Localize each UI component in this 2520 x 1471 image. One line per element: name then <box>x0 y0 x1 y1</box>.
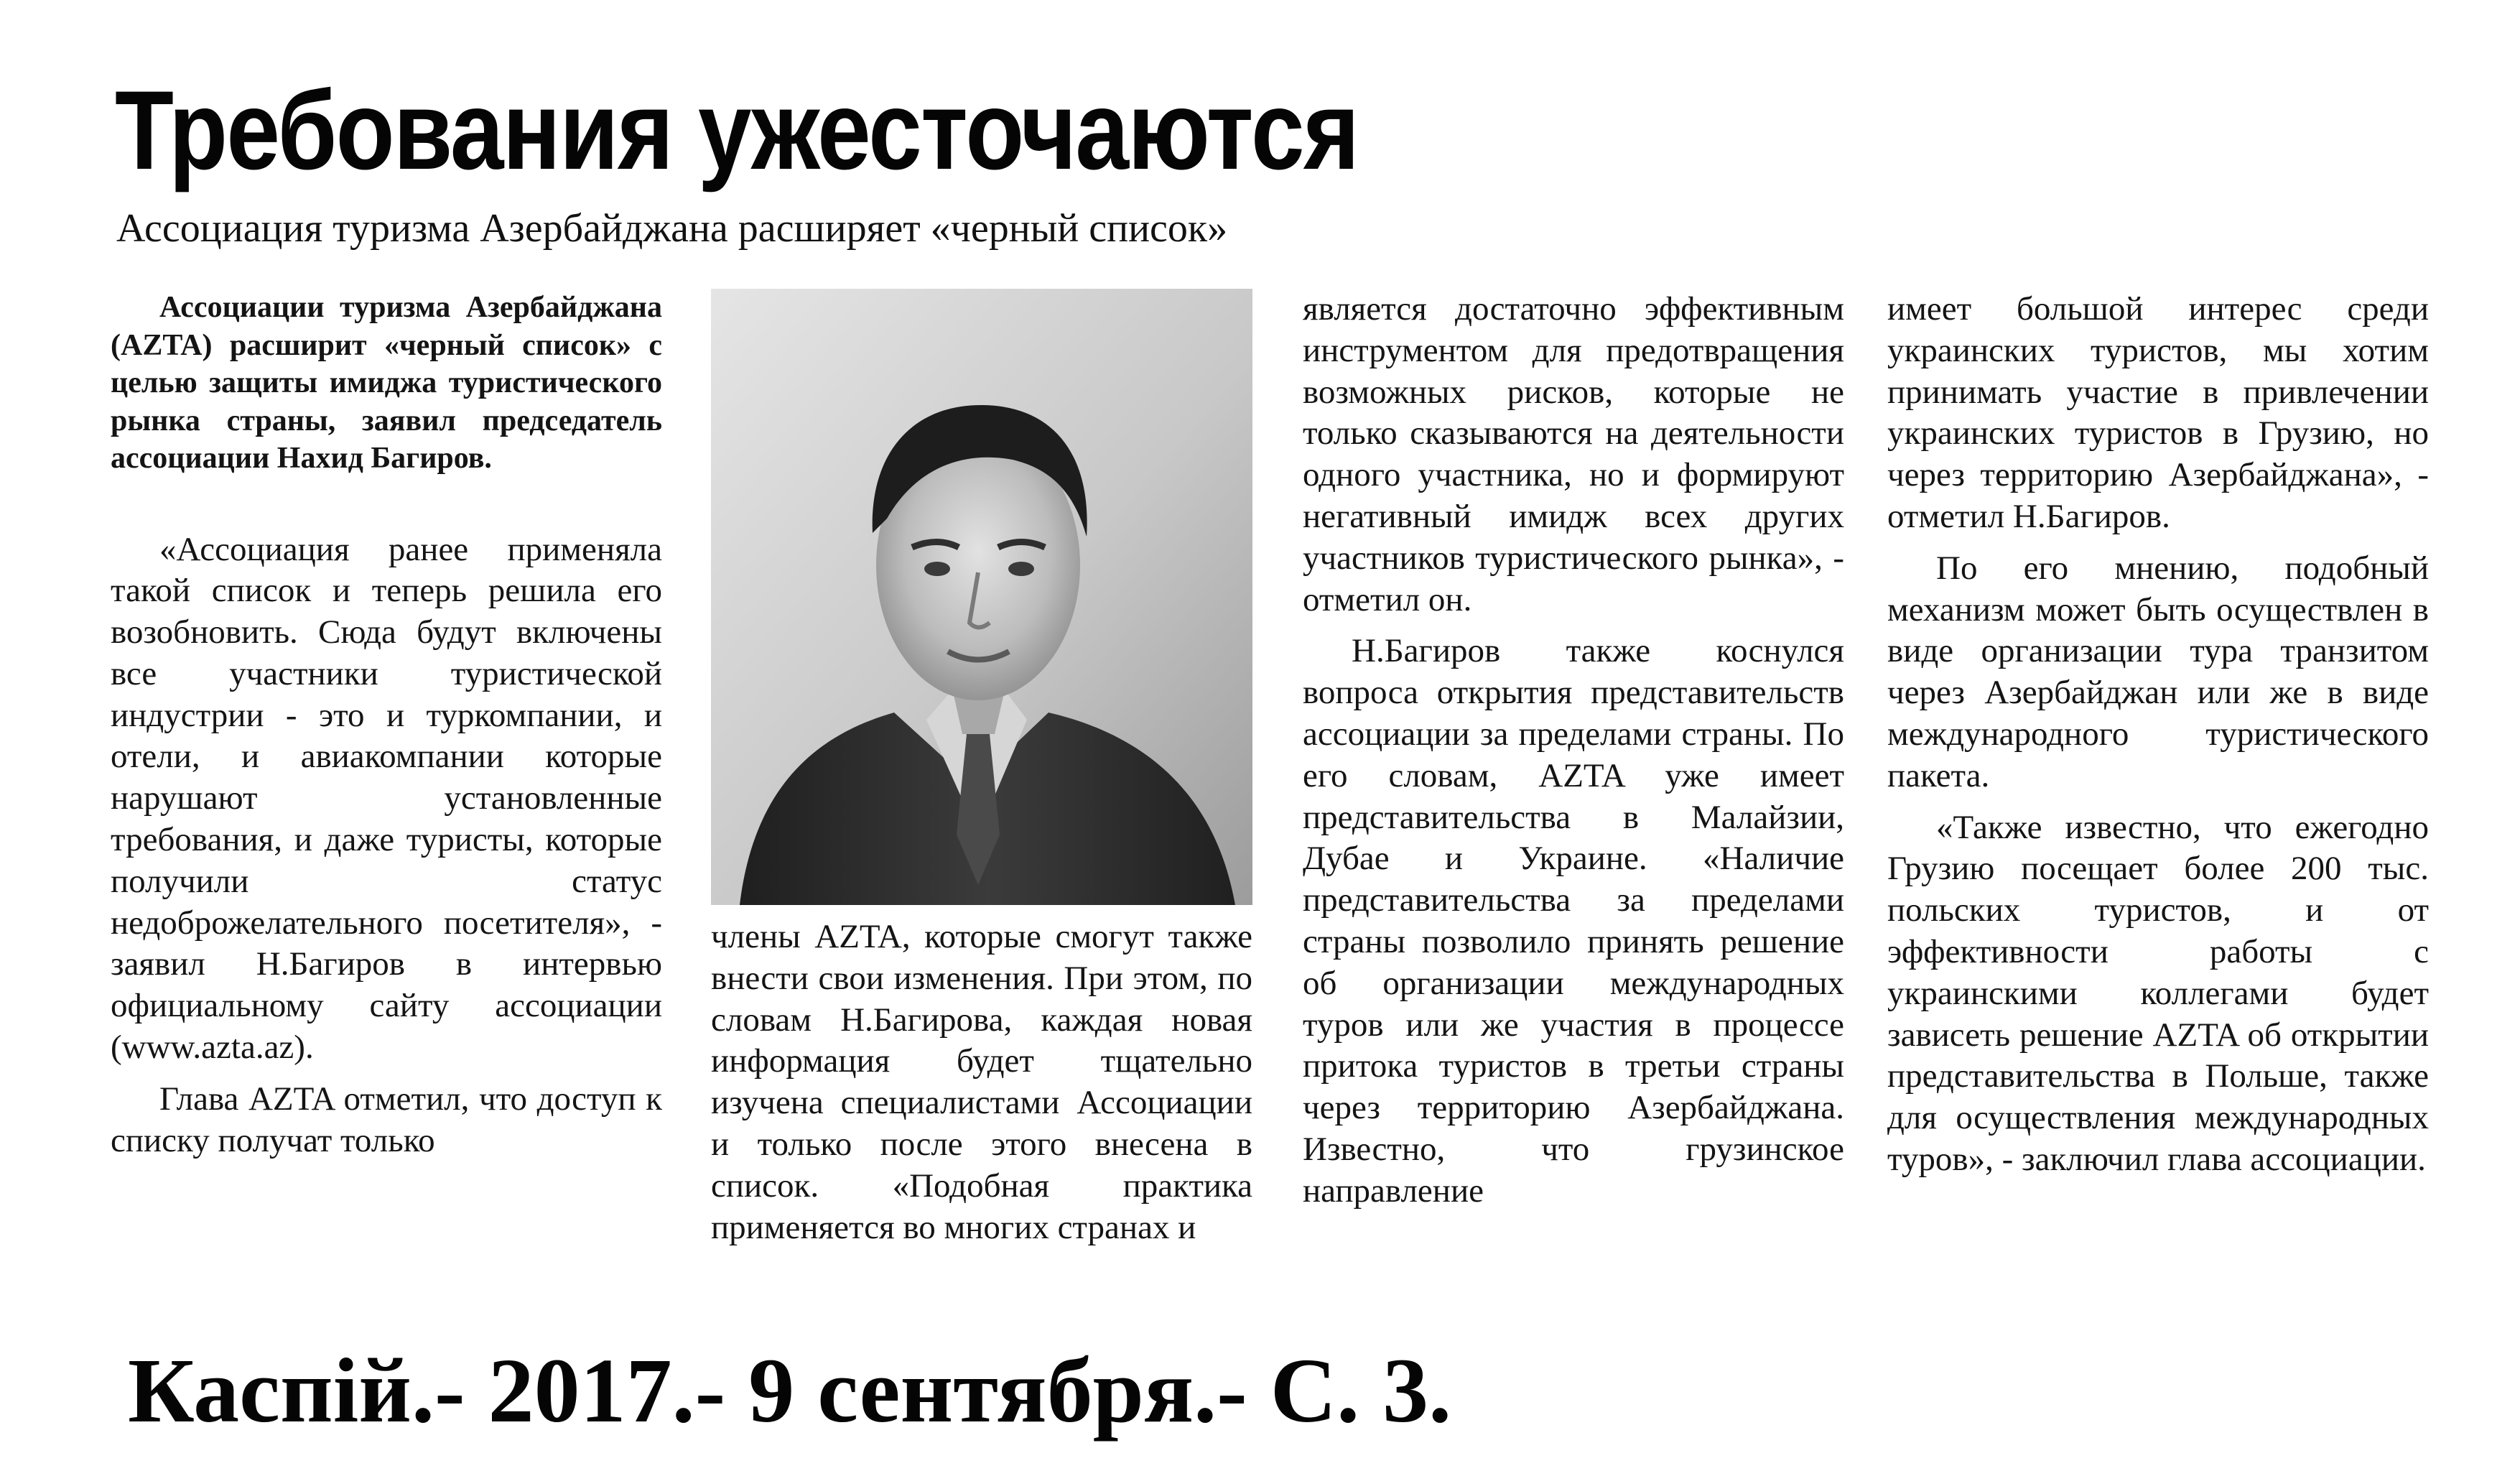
article-paragraph: является достаточно эффективным инструментом для предотвращения возможных рисков, которые не только сказываются на деятельности одного участника, но и формируют негативный имидж всех других участников туристического рынка», - отметил он. <box>1303 290 1844 618</box>
source-citation: Каспій.- 2017.- 9 сентября.- С. 3. <box>128 1340 1452 1442</box>
article-paragraph: имеет большой интерес среди украинских туристов, мы хотим принимать участие в привлечении украинских туристов в Грузию, но через территорию Азербайджана», - отметил Н.Багиров. <box>1887 290 2429 535</box>
portrait-photo-icon <box>711 289 1252 905</box>
article-subheadline: Ассоциация туризма Азербайджана расширяет «черный список» <box>116 206 1228 251</box>
article-headline: Требования ужесточаются <box>115 68 1359 193</box>
article-column-2 <box>711 917 1252 1248</box>
portrait-photo-icon <box>711 289 1252 905</box>
article-paragraph: «Ассоциация ранее применяла такой список и теперь решила его возобновить. Сюда будут включены все участники туристической индустрии - это и туркомпании, и отели, и авиакомпании которые нарушают установленные требования, и даже туристы, которые получили статус недоброжелательного посетителя», - заявил Н.Багиров в интервью официальному сайту ассоциации (www.azta.az). <box>111 530 662 1067</box>
article-paragraph: члены AZTA, которые смогут также внести свои изменения. При этом, по словам Н.Багирова, каждая новая информация будет тщательно изучена специалистами Ассоциации и только после этого внесена в список. «Подобная практика применяется во многих странах и <box>711 918 1252 1246</box>
article-lead-paragraph: Ассоциации туризма Азербайджана (AZTA) расширит «черный список» с целью защиты имиджа туристического рынка страны, заявил председатель ассоциации Нахид Багиров. <box>111 291 662 475</box>
article-column-1 <box>111 289 662 1161</box>
article-paragraph: Н.Багиров также коснулся вопроса открытия представительств ассоциации за пределами страны. По его словам, AZTA уже имеет представительства в Малайзии, Дубае и Украине. «Наличие представительства за пределами страны позволило принять решение об организации международных туров или же участия в процессе притока туристов в третьи страны через территорию Азербайджана. Известно, что грузинское направление <box>1303 632 1844 1210</box>
article-column-4 <box>1887 289 2429 1181</box>
article-paragraph: По его мнению, подобный механизм может быть осуществлен в виде организации тура транзитом через Азербайджан или же в виде международного туристического пакета. <box>1887 549 2429 794</box>
article-paragraph: «Также известно, что ежегодно Грузию посещает более 200 тыс. польских туристов, и от эффективности работы с украинскими коллегами будет зависеть решение AZTA об открытии представительства в Польше, также для осуществления международных туров», - заключил глава ассоциации. <box>1887 808 2429 1178</box>
article-paragraph: Глава AZTA отметил, что доступ к списку получат только <box>111 1080 662 1159</box>
article-column-3 <box>1303 289 1844 1212</box>
